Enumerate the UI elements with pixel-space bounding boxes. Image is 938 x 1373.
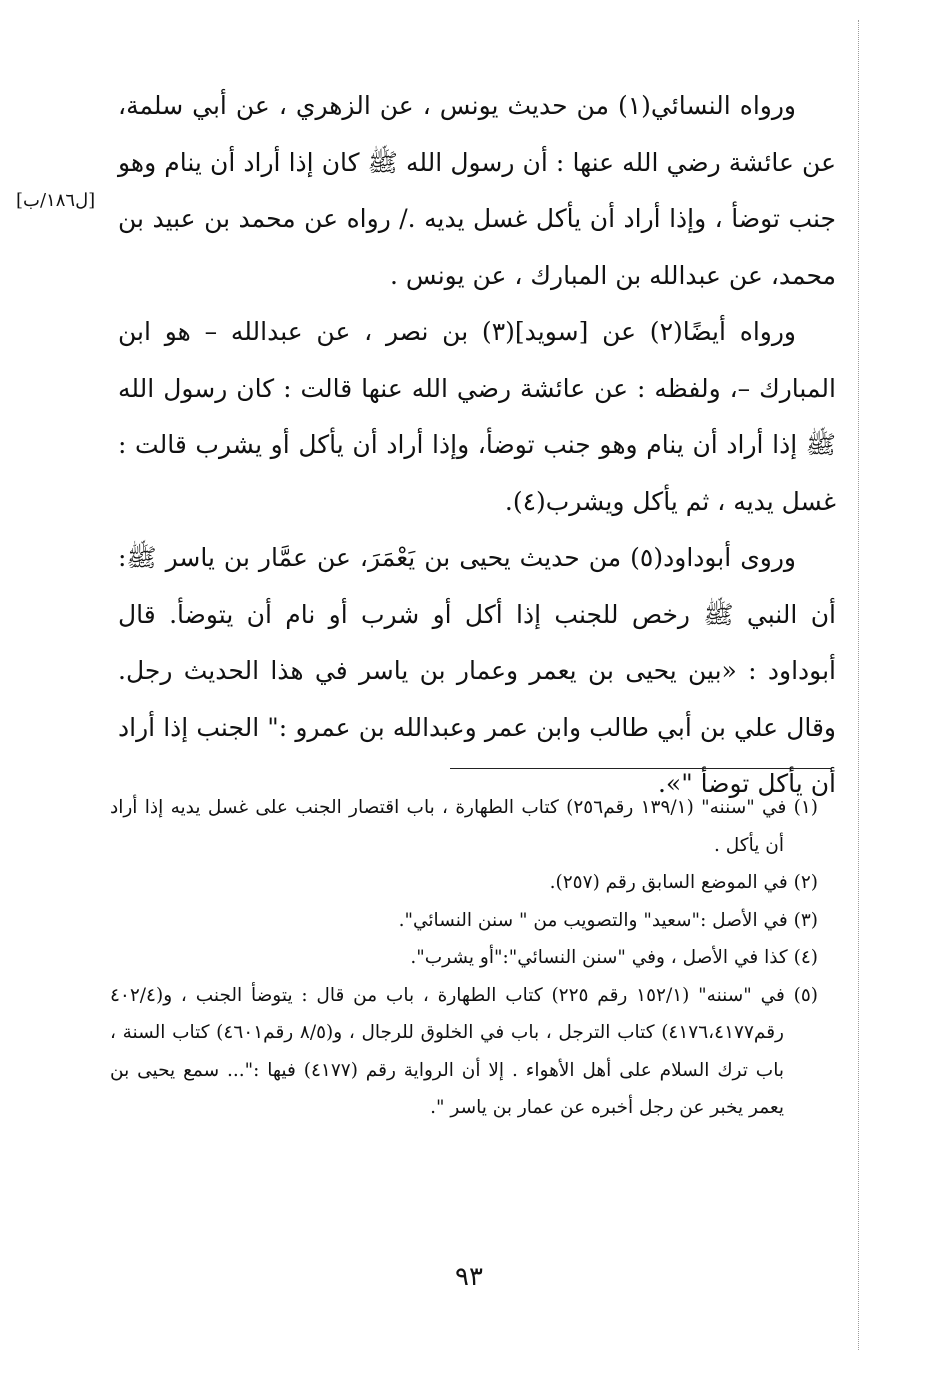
footnote-2: (٢) في الموضع السابق رقم (٢٥٧).: [549, 872, 818, 893]
paragraph-1: ورواه النسائي(١) من حديث يونس ، عن الزهري ، عن أبي سلمة، عن عائشة رضي الله عنها : أن رسول الله ﷺ كان إذا أراد أن ينام وهو جنب توضأ ، وإذا أراد أن يأكل غسل يديه ./ رواه عن محمد بن عبيد بن محمد، عن عبدالله بن المبارك ، عن يونس .: [118, 91, 836, 290]
main-text: [118, 78, 836, 813]
manuscript-folio-marker: [ل١٨٦/ب]: [16, 190, 96, 211]
footnote-3: (٣) في الأصل :"سعيد" والتصويب من " سنن النسائي".: [398, 909, 818, 931]
footnote-5: (٥) في "سننه" (١٥٢/١ رقم ٢٢٥) كتاب الطهارة ، باب من قال : يتوضأ الجنب ، و(٤٠٢/٤ رقم٤١٧٦،٤١٧٧) كتاب الترجل ، باب في الخلوق للرجال ، و(٨/٥ رقم٤٦٠١) كتاب السنة ، باب ترك السلام على أهل الأهواء . إلا أن الرواية رقم (٤١٧٧) فيها :"... سمع يحيى بن يعمر يخبر عن رجل أخبره عن عمار بن ياسر ".: [110, 984, 818, 1118]
paragraph-2: ورواه أيضًا(٢) عن [سويد](٣) بن نصر ، عن عبدالله – هو ابن المبارك –، ولفظه : عن عائشة رضي الله عنها قالت : كان رسول الله ﷺ إذا أراد أن ينام وهو جنب توضأ، وإذا أراد أن يأكل أو يشرب قالت : غسل يديه ، ثم يأكل ويشرب(٤).: [118, 317, 836, 516]
footnote-4: (٤) كذا في الأصل ، وفي "سنن النسائي":"أو يشرب".: [410, 947, 818, 968]
footnotes: [110, 789, 836, 1127]
footnote-1: (١) في "سننه" (١٣٩/١ رقم٢٥٦) كتاب الطهارة ، باب اقتصار الجنب على غسل يديه إذا أراد أن يأكل .: [110, 797, 818, 856]
binding-edge-line: [858, 20, 859, 1350]
footnote-separator: [450, 768, 832, 769]
page-number: ٩٣: [455, 1262, 483, 1292]
paragraph-3: وروى أبوداود(٥) من حديث يحيى بن يَعْمَرَ، عن عمَّار بن ياسر ﷺ: أن النبي ﷺ رخص للجنب إذا أكل أو شرب أو نام أن يتوضأ. قال أبوداود : «بين يحيى بن يعمر وعمار بن ياسر في هذا الحديث رجل. وقال علي بن أبي طالب وابن عمر وعبدالله بن عمرو :" الجنب إذا أراد أن يأكل توضأ "».: [118, 543, 836, 798]
